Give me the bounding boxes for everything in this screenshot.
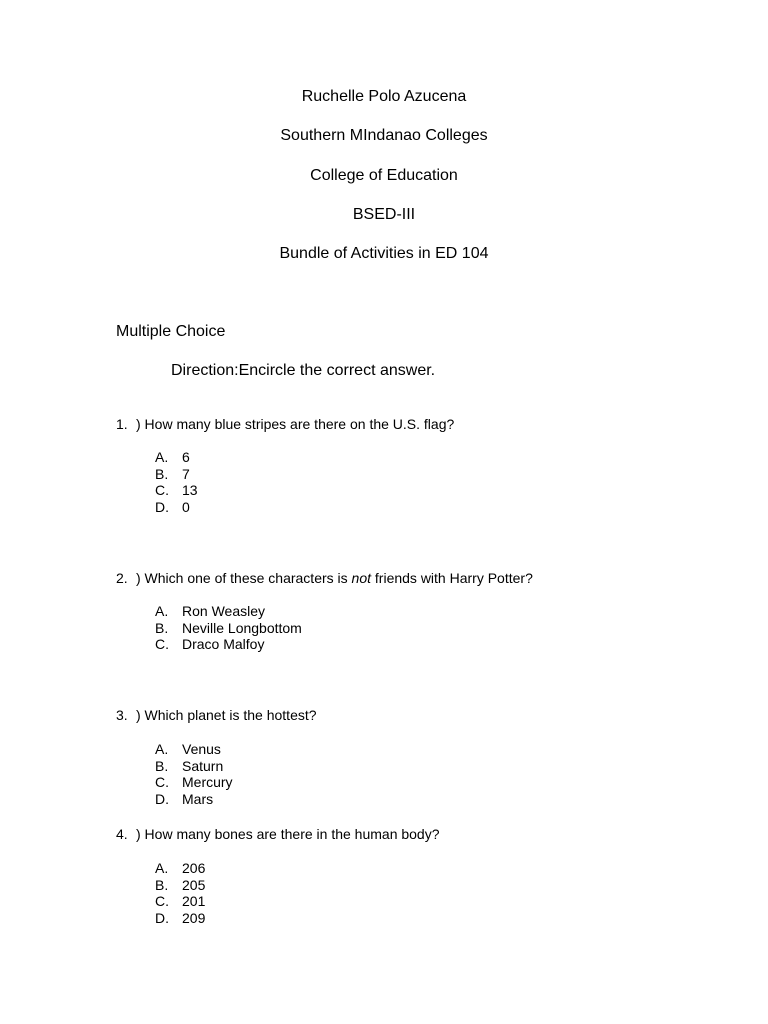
option-item bbox=[155, 482, 198, 499]
school-name: Southern MIndanao Colleges bbox=[280, 127, 488, 144]
option-text: Ron Weasley bbox=[182, 603, 266, 619]
option-item bbox=[155, 910, 205, 927]
question-4 bbox=[116, 825, 440, 843]
question-number: 3. bbox=[116, 707, 128, 723]
option-text: Mercury bbox=[182, 774, 233, 791]
question-text: ) Which planet is the hottest? bbox=[136, 707, 317, 723]
option-item bbox=[155, 741, 233, 758]
question-3-options bbox=[155, 741, 233, 808]
option-text: 206 bbox=[182, 860, 206, 876]
option-letter: C. bbox=[155, 893, 169, 910]
option-text: Neville Longbottom bbox=[182, 619, 302, 636]
option-letter: A. bbox=[155, 449, 169, 465]
option-item bbox=[155, 758, 233, 775]
question-text: ) How many blue stripes are there on the U.S. flag? bbox=[136, 416, 455, 432]
option-text: 209 bbox=[182, 910, 206, 927]
question-1 bbox=[116, 415, 454, 433]
course-name: BSED-III bbox=[352, 206, 416, 223]
option-letter: C. bbox=[155, 482, 169, 499]
option-item bbox=[155, 620, 302, 637]
option-letter: C. bbox=[155, 636, 169, 653]
option-item bbox=[155, 603, 302, 620]
option-text: Saturn bbox=[182, 757, 224, 774]
option-text: 201 bbox=[182, 893, 206, 910]
option-item bbox=[155, 449, 198, 466]
option-text: 205 bbox=[182, 876, 206, 893]
college-name: College of Education bbox=[310, 167, 458, 184]
option-letter: B. bbox=[155, 619, 169, 636]
question-text-end: friends with Harry Potter? bbox=[371, 570, 533, 586]
option-letter: D. bbox=[155, 499, 169, 516]
question-number: 4. bbox=[116, 826, 128, 842]
question-emphasis: not bbox=[351, 570, 372, 586]
option-text: Draco Malfoy bbox=[182, 636, 265, 653]
option-item bbox=[155, 774, 233, 791]
question-4-options bbox=[155, 860, 205, 927]
option-letter: B. bbox=[155, 876, 169, 893]
question-2-options bbox=[155, 603, 302, 653]
question-text: ) Which one of these characters is bbox=[136, 570, 352, 586]
option-item bbox=[155, 860, 205, 877]
author-name: Ruchelle Polo Azucena bbox=[301, 88, 467, 105]
option-text: Mars bbox=[182, 791, 214, 808]
option-item bbox=[155, 636, 302, 653]
option-text: Venus bbox=[182, 741, 221, 757]
option-text: 6 bbox=[182, 449, 190, 465]
question-1-options bbox=[155, 449, 198, 516]
question-number: 2. bbox=[116, 570, 128, 586]
option-letter: D. bbox=[155, 910, 169, 927]
option-item bbox=[155, 499, 198, 516]
option-letter: C. bbox=[155, 774, 169, 791]
option-item bbox=[155, 893, 205, 910]
option-text: 13 bbox=[182, 482, 198, 499]
option-text: 7 bbox=[182, 465, 190, 482]
option-letter: D. bbox=[155, 791, 169, 808]
question-3 bbox=[116, 706, 317, 724]
option-letter: B. bbox=[155, 757, 169, 774]
option-letter: A. bbox=[155, 860, 169, 876]
option-item bbox=[155, 877, 205, 894]
option-letter: A. bbox=[155, 603, 169, 619]
question-text: ) How many bones are there in the human body? bbox=[136, 826, 440, 842]
section-title: Multiple Choice bbox=[116, 323, 226, 340]
option-text: 0 bbox=[182, 499, 190, 516]
question-2 bbox=[116, 569, 533, 587]
question-number: 1. bbox=[116, 416, 128, 432]
option-item bbox=[155, 466, 198, 483]
option-item bbox=[155, 791, 233, 808]
section-direction: Direction:Encircle the correct answer. bbox=[171, 362, 436, 379]
option-letter: A. bbox=[155, 741, 169, 757]
option-letter: B. bbox=[155, 465, 169, 482]
document-title: Bundle of Activities in ED 104 bbox=[279, 245, 489, 262]
